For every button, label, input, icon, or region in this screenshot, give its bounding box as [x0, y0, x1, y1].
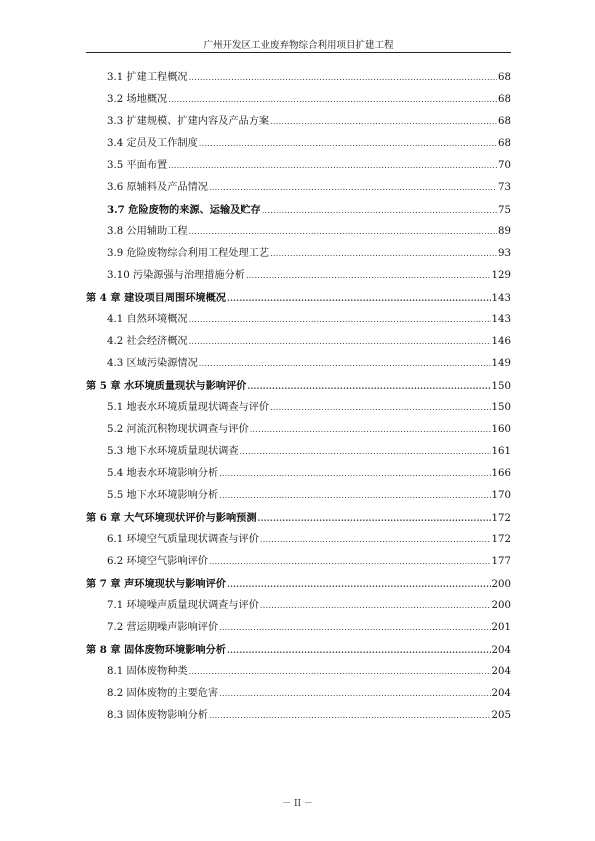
toc-dot-leader	[199, 136, 497, 152]
toc-dot-leader	[209, 554, 491, 570]
toc-entry-title: 5.1 地表水环境质量现状调查与评价	[107, 402, 270, 413]
page-number: － II －	[282, 799, 313, 809]
toc-dot-leader	[270, 114, 497, 130]
toc-entry-title: 3.2 场地概况	[107, 94, 168, 105]
toc-dot-leader	[219, 620, 490, 636]
toc-section-entry[interactable]	[86, 598, 511, 620]
toc-dot-leader	[247, 378, 490, 394]
toc-entry-title: 5.4 地表水环境影响分析	[107, 468, 219, 479]
toc-entry-title: 3.1 扩建工程概况	[107, 72, 188, 83]
toc-entry-page: 143	[491, 293, 511, 304]
toc-entry-title: 3.10 污染源强与治理措施分析	[107, 270, 245, 281]
toc-chapter-entry[interactable]	[86, 642, 511, 664]
toc-section-entry[interactable]	[86, 400, 511, 422]
toc-entry-title: 3.4 定员及工作制度	[107, 138, 198, 149]
toc-entry-title: 4.2 社会经济概况	[107, 336, 188, 347]
toc-entry-title: 5.3 地下水环境质量现状调查	[107, 446, 239, 457]
header-rule	[86, 52, 511, 53]
toc-entry-page: 170	[491, 490, 511, 501]
toc-section-entry[interactable]	[86, 422, 511, 444]
toc-entry-title: 8.1 固体废物种类	[107, 666, 188, 677]
toc-dot-leader	[189, 334, 491, 350]
toc-dot-leader	[168, 92, 497, 108]
toc-entry-page: 201	[491, 622, 511, 633]
toc-entry-title: 3.6 原辅料及产品情况	[107, 182, 208, 193]
toc-section-entry[interactable]	[86, 620, 511, 642]
toc-entry-title: 7.1 环境噪声质量现状调查与评价	[107, 600, 259, 611]
toc-entry-title: 3.3 扩建规模、扩建内容及产品方案	[107, 116, 270, 127]
toc-entry-page: 204	[491, 666, 511, 677]
toc-section-entry[interactable]	[86, 158, 511, 180]
toc-entry-page: 143	[491, 314, 511, 325]
toc-entry-title: 8.2 固体废物的主要危害	[107, 688, 219, 699]
toc-dot-leader	[189, 70, 497, 86]
toc-entry-page: 68	[498, 116, 511, 127]
toc-dot-leader	[250, 422, 491, 438]
toc-dot-leader	[199, 356, 491, 372]
toc-dot-leader	[227, 642, 491, 658]
toc-dot-leader	[219, 466, 490, 482]
toc-entry-page: 200	[491, 600, 511, 611]
toc-dot-leader	[219, 488, 490, 504]
toc-section-entry[interactable]	[86, 246, 511, 268]
toc-entry-title: 8.3 固体废物影响分析	[107, 710, 208, 721]
toc-entry-page: 204	[491, 645, 511, 656]
toc-section-entry[interactable]	[86, 334, 511, 356]
toc-entry-page: 73	[498, 182, 511, 193]
toc-entry-title: 第 5 章 水环境质量现状与影响评价	[86, 380, 247, 392]
toc-section-entry[interactable]	[86, 466, 511, 488]
toc-dot-leader	[260, 532, 491, 548]
toc-entry-title: 第 4 章 建设项目周围环境概况	[86, 292, 226, 304]
toc-entry-page: 89	[498, 226, 511, 237]
toc-dot-leader	[189, 664, 491, 680]
toc-section-entry[interactable]	[86, 356, 511, 378]
toc-chapter-entry[interactable]	[86, 576, 511, 598]
toc-dot-leader	[189, 312, 491, 328]
toc-entry-page: 68	[498, 72, 511, 83]
toc-section-entry[interactable]	[86, 136, 511, 158]
toc-entry-title: 4.1 自然环境概况	[107, 314, 188, 325]
toc-dot-leader	[270, 246, 497, 262]
toc-entry-page: 205	[491, 710, 511, 721]
toc-section-entry[interactable]	[86, 488, 511, 510]
toc-dot-leader	[227, 290, 491, 306]
toc-entry-page: 161	[491, 446, 511, 457]
toc-dot-leader	[219, 686, 490, 702]
toc-dot-leader	[260, 598, 491, 614]
toc-entry-title: 7.2 营运期噪声影响评价	[107, 622, 219, 633]
toc-section-entry[interactable]	[86, 202, 511, 224]
toc-entry-title: 5.5 地下水环境影响分析	[107, 490, 219, 501]
toc-entry-title: 6.2 环境空气影响评价	[107, 556, 208, 567]
toc-entry-page: 146	[491, 336, 511, 347]
toc-dot-leader	[227, 576, 491, 592]
toc-entry-title: 第 6 章 大气环境现状评价与影响预测	[86, 512, 257, 524]
toc-section-entry[interactable]	[86, 268, 511, 290]
toc-entry-page: 75	[498, 205, 511, 216]
toc-chapter-entry[interactable]	[86, 510, 511, 532]
table-of-contents	[86, 70, 511, 730]
toc-entry-page: 129	[491, 270, 511, 281]
toc-section-entry[interactable]	[86, 686, 511, 708]
toc-entry-title: 4.3 区域污染源情况	[107, 358, 198, 369]
toc-entry-title: 第 8 章 固体废物环境影响分析	[86, 644, 226, 656]
toc-dot-leader	[262, 203, 497, 219]
toc-entry-title: 3.5 平面布置	[107, 160, 168, 171]
toc-entry-title: 3.7 危险废物的来源、运输及贮存	[107, 204, 261, 216]
toc-entry-page: 150	[491, 381, 511, 392]
toc-section-entry[interactable]	[86, 312, 511, 334]
toc-entry-page: 166	[491, 468, 511, 479]
toc-entry-page: 149	[491, 358, 511, 369]
toc-section-entry[interactable]	[86, 224, 511, 246]
toc-entry-title: 6.1 环境空气质量现状调查与评价	[107, 534, 259, 545]
toc-section-entry[interactable]	[86, 532, 511, 554]
toc-entry-title: 第 7 章 声环境现状与影响评价	[86, 578, 226, 590]
toc-entry-page: 200	[491, 579, 511, 590]
toc-dot-leader	[209, 708, 491, 724]
running-header: 广州开发区工业废弃物综合利用项目扩建工程	[203, 40, 394, 51]
toc-dot-leader	[270, 400, 490, 416]
toc-section-entry[interactable]	[86, 114, 511, 136]
toc-dot-leader	[240, 444, 491, 460]
toc-section-entry[interactable]	[86, 708, 511, 730]
toc-chapter-entry[interactable]	[86, 290, 511, 312]
toc-entry-title: 3.8 公用辅助工程	[107, 226, 188, 237]
toc-dot-leader	[168, 158, 497, 174]
toc-section-entry[interactable]	[86, 664, 511, 686]
toc-entry-page: 177	[491, 556, 511, 567]
toc-entry-page: 172	[491, 534, 511, 545]
toc-section-entry[interactable]	[86, 92, 511, 114]
toc-entry-page: 68	[498, 138, 511, 149]
toc-entry-page: 204	[491, 688, 511, 699]
toc-dot-leader	[189, 224, 497, 240]
toc-entry-page: 93	[498, 248, 511, 259]
toc-entry-page: 160	[491, 424, 511, 435]
toc-entry-page: 70	[498, 160, 511, 171]
toc-entry-page: 150	[491, 402, 511, 413]
toc-entry-page: 68	[498, 94, 511, 105]
toc-chapter-entry[interactable]	[86, 378, 511, 400]
toc-dot-leader	[258, 510, 491, 526]
toc-section-entry[interactable]	[86, 444, 511, 466]
toc-dot-leader	[209, 180, 497, 196]
toc-section-entry[interactable]	[86, 70, 511, 92]
toc-section-entry[interactable]	[86, 554, 511, 576]
toc-entry-title: 3.9 危险废物综合利用工程处理工艺	[107, 248, 270, 259]
toc-section-entry[interactable]	[86, 180, 511, 202]
toc-entry-title: 5.2 河流沉积物现状调查与评价	[107, 424, 249, 435]
toc-entry-page: 172	[491, 513, 511, 524]
toc-dot-leader	[246, 268, 491, 284]
